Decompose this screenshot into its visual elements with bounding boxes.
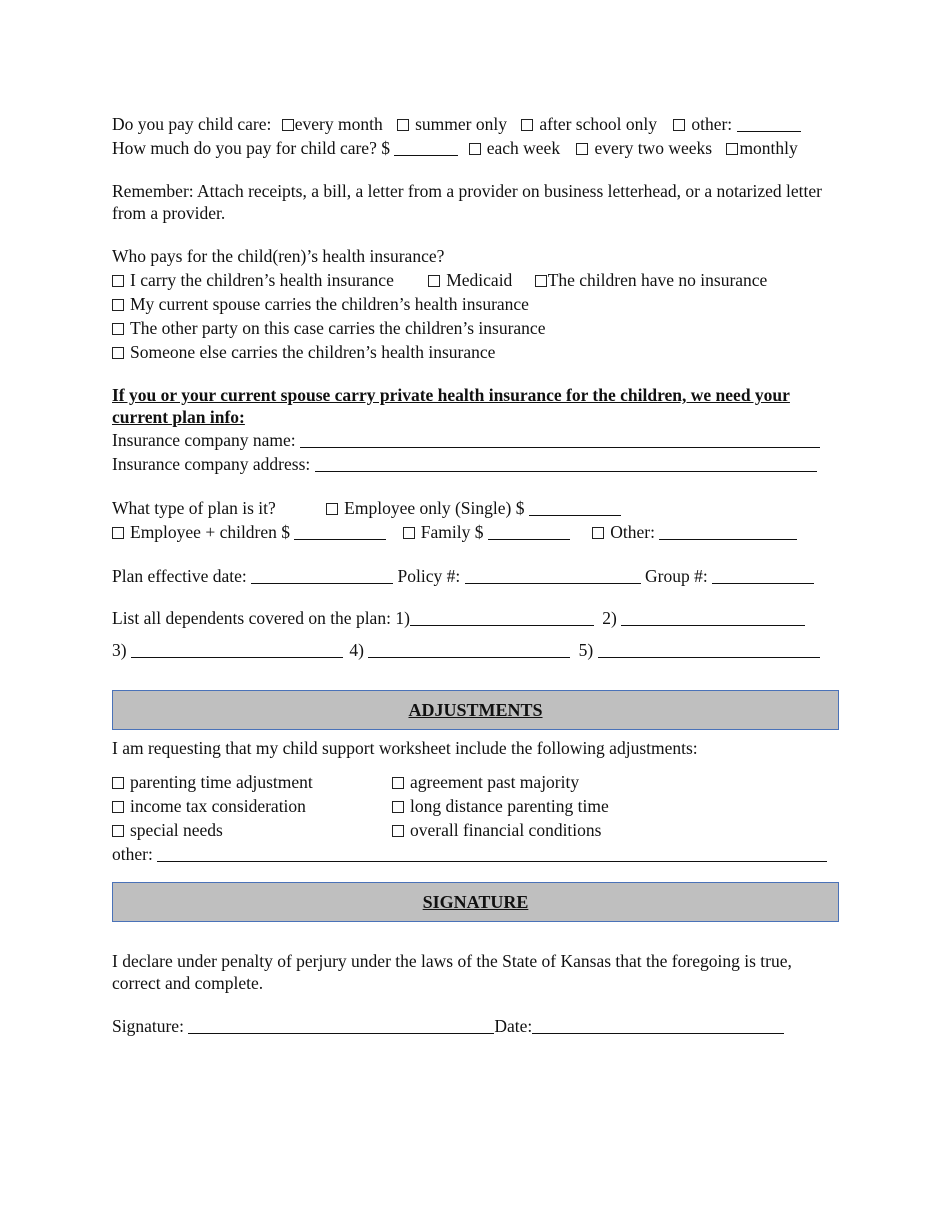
company-name-label: Insurance company name: — [112, 430, 296, 450]
option-i-carry: I carry the children’s health insurance — [130, 270, 394, 290]
option-special-needs: special needs — [130, 820, 223, 840]
option-other: other: — [691, 114, 733, 134]
option-someone-else: Someone else carries the children’s health insurance — [130, 342, 496, 362]
health-question: Who pays for the child(ren)’s health insurance? — [112, 246, 445, 266]
checkbox-medicaid[interactable] — [428, 275, 440, 287]
other-childcare-field[interactable] — [737, 116, 801, 132]
adjustments-other-field[interactable] — [157, 846, 827, 862]
dependents-row-2 — [112, 638, 839, 662]
childcare-q1-label: Do you pay child care: — [112, 114, 272, 134]
dependent-2-label: 2) — [602, 608, 617, 628]
dependents-label: List all dependents covered on the plan: — [112, 608, 391, 628]
option-employee-children: Employee + children $ — [130, 522, 291, 542]
option-employee-only: Employee only (Single) $ — [344, 498, 525, 518]
signature-row — [112, 1014, 839, 1038]
form-page — [112, 112, 839, 1038]
checkbox-agreement-majority[interactable] — [392, 777, 404, 789]
checkbox-every-two-weeks[interactable] — [576, 143, 588, 155]
company-address-label: Insurance company address: — [112, 454, 311, 474]
dependent-4-label: 4) — [349, 640, 364, 660]
group-field[interactable] — [712, 568, 814, 584]
policy-label: Policy #: — [397, 566, 461, 586]
adjustments-row-3 — [112, 818, 839, 842]
option-income-tax: income tax consideration — [130, 796, 306, 816]
dependent-1-field[interactable] — [410, 610, 594, 626]
plan-info-heading: If you or your current spouse carry private health insurance for the children, we need your current plan info: — [112, 385, 790, 427]
checkbox-long-distance[interactable] — [392, 801, 404, 813]
policy-field[interactable] — [465, 568, 641, 584]
checkbox-employee-children[interactable] — [112, 527, 124, 539]
dependent-5-label: 5) — [578, 640, 594, 660]
adjustments-row-2 — [112, 794, 839, 818]
checkbox-income-tax[interactable] — [112, 801, 124, 813]
adjustments-other-row — [112, 842, 839, 866]
effective-date-label: Plan effective date: — [112, 566, 247, 586]
adjustments-intro: I am requesting that my child support worksheet include the following adjustments: — [112, 738, 698, 758]
option-spouse-carries: My current spouse carries the children’s health insurance — [130, 294, 529, 314]
company-address-row — [112, 452, 839, 476]
health-row-1 — [112, 268, 839, 292]
checkbox-plan-other[interactable] — [592, 527, 604, 539]
company-address-field[interactable] — [315, 456, 817, 472]
checkbox-special-needs[interactable] — [112, 825, 124, 837]
dependents-row-1 — [112, 606, 839, 630]
dependent-5-field[interactable] — [598, 642, 820, 658]
signature-field[interactable] — [188, 1018, 494, 1034]
health-row-3 — [112, 316, 839, 340]
option-every-two-weeks: every two weeks — [594, 138, 713, 158]
option-agreement-majority: agreement past majority — [410, 772, 580, 792]
checkbox-summer-only[interactable] — [397, 119, 409, 131]
option-medicaid: Medicaid — [446, 270, 513, 290]
option-other-party: The other party on this case carries the children’s insurance — [130, 318, 546, 338]
childcare-frequency-row — [112, 112, 839, 136]
dependent-3-field[interactable] — [131, 642, 343, 658]
option-after-school: after school only — [539, 114, 657, 134]
checkbox-family[interactable] — [403, 527, 415, 539]
checkbox-monthly[interactable] — [726, 143, 738, 155]
option-summer-only: summer only — [415, 114, 507, 134]
adjustments-other-label: other: — [112, 844, 153, 864]
childcare-q2-label: How much do you pay for child care? $ — [112, 138, 390, 158]
date-label: Date: — [494, 1016, 533, 1036]
checkbox-other-party[interactable] — [112, 323, 124, 335]
checkbox-someone-else[interactable] — [112, 347, 124, 359]
checkbox-other-childcare[interactable] — [673, 119, 685, 131]
adjustments-row-1 — [112, 770, 839, 794]
option-monthly: monthly — [739, 138, 798, 158]
checkbox-each-week[interactable] — [469, 143, 481, 155]
dependent-3-label: 3) — [112, 640, 127, 660]
checkbox-no-insurance[interactable] — [535, 275, 547, 287]
checkbox-spouse-carries[interactable] — [112, 299, 124, 311]
checkbox-employee-only[interactable] — [326, 503, 338, 515]
family-amount[interactable] — [488, 524, 570, 540]
plan-type-row-1 — [112, 496, 839, 520]
childcare-amount-field[interactable] — [394, 140, 458, 156]
checkbox-every-month[interactable] — [282, 119, 294, 131]
group-label: Group #: — [644, 566, 708, 586]
employee-children-amount[interactable] — [294, 524, 386, 540]
dependent-4-field[interactable] — [368, 642, 570, 658]
option-parenting-time: parenting time adjustment — [130, 772, 313, 792]
signature-label: Signature: — [112, 1016, 184, 1036]
signature-banner: SIGNATURE — [112, 882, 839, 922]
reminder-text: Remember: Attach receipts, a bill, a letter from a provider on business letterhead, or a notarized letter from a provider. — [112, 181, 822, 223]
adjustments-banner: ADJUSTMENTS — [112, 690, 839, 730]
plan-type-row-2 — [112, 520, 839, 544]
effective-date-field[interactable] — [251, 568, 393, 584]
checkbox-financial-conditions[interactable] — [392, 825, 404, 837]
checkbox-parenting-time[interactable] — [112, 777, 124, 789]
checkbox-i-carry[interactable] — [112, 275, 124, 287]
childcare-amount-row — [112, 136, 839, 160]
declaration-text: I declare under penalty of perjury under the laws of the State of Kansas that the foregoing is true, correct and complete. — [112, 951, 792, 993]
employee-only-amount[interactable] — [529, 500, 621, 516]
plan-other-field[interactable] — [659, 524, 797, 540]
health-row-2 — [112, 292, 839, 316]
date-field[interactable] — [532, 1018, 784, 1034]
health-row-4 — [112, 340, 839, 364]
option-plan-other: Other: — [610, 522, 655, 542]
plan-dates-row — [112, 564, 839, 588]
company-name-field[interactable] — [300, 432, 820, 448]
option-each-week: each week — [486, 138, 561, 158]
option-every-month: every month — [294, 114, 383, 134]
option-no-insurance: The children have no insurance — [547, 270, 768, 290]
option-long-distance: long distance parenting time — [410, 796, 609, 816]
option-financial-conditions: overall financial conditions — [410, 820, 602, 840]
company-name-row — [112, 428, 839, 452]
checkbox-after-school[interactable] — [521, 119, 533, 131]
plan-type-question: What type of plan is it? — [112, 498, 276, 518]
option-family: Family $ — [420, 522, 484, 542]
dependent-2-field[interactable] — [621, 610, 805, 626]
dependent-1-label: 1) — [395, 608, 410, 628]
